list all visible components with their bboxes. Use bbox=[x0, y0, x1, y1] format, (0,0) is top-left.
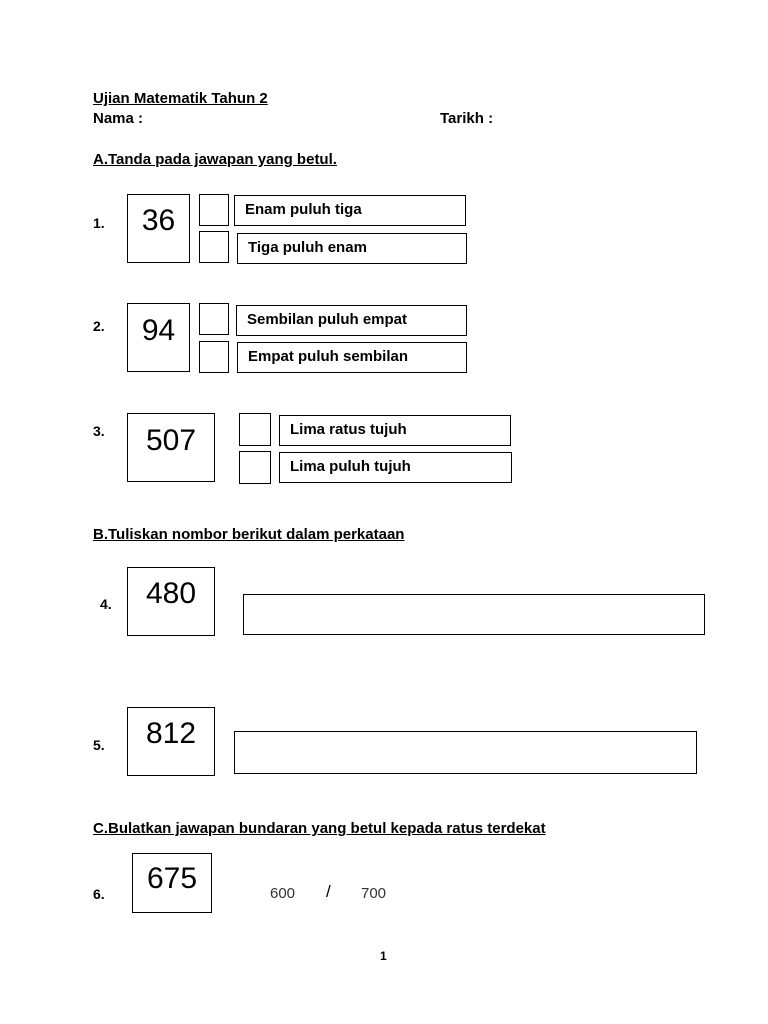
question-6-number-box: 675 bbox=[132, 853, 212, 913]
question-3-option-2-checkbox[interactable] bbox=[239, 451, 271, 484]
section-a-heading: A.Tanda pada jawapan yang betul. bbox=[93, 151, 337, 168]
question-2-option-2: Empat puluh sembilan bbox=[237, 342, 467, 373]
question-1-option-2: Tiga puluh enam bbox=[237, 233, 467, 264]
rounding-choice-700[interactable]: 700 bbox=[361, 885, 387, 902]
question-1-option-2-checkbox[interactable] bbox=[199, 231, 229, 263]
question-1-option-1-checkbox[interactable] bbox=[199, 194, 229, 226]
date-label: Tarikh : bbox=[440, 110, 494, 127]
page-number: 1 bbox=[380, 949, 387, 963]
question-2-number-box: 94 bbox=[127, 303, 190, 372]
question-3-option-2: Lima puluh tujuh bbox=[279, 452, 512, 483]
question-5-number-box: 812 bbox=[127, 707, 215, 776]
question-3-number: 3. bbox=[93, 423, 105, 439]
question-2-option-2-checkbox[interactable] bbox=[199, 341, 229, 373]
question-2-option-1-checkbox[interactable] bbox=[199, 303, 229, 335]
question-3-number-box: 507 bbox=[127, 413, 215, 482]
question-6-number: 6. bbox=[93, 886, 105, 902]
section-b-heading: B.Tuliskan nombor berikut dalam perkataan bbox=[93, 526, 405, 543]
question-1-number-box: 36 bbox=[127, 194, 190, 263]
question-4-number-box: 480 bbox=[127, 567, 215, 636]
question-3-option-1-checkbox[interactable] bbox=[239, 413, 271, 446]
question-2-number: 2. bbox=[93, 318, 105, 334]
question-3-option-1: Lima ratus tujuh bbox=[279, 415, 511, 446]
page-title: Ujian Matematik Tahun 2 bbox=[93, 90, 268, 107]
question-2-option-1: Sembilan puluh empat bbox=[236, 305, 467, 336]
rounding-choice-600[interactable]: 600 bbox=[270, 885, 296, 902]
question-1-option-1: Enam puluh tiga bbox=[234, 195, 466, 226]
choice-separator: / bbox=[326, 882, 331, 901]
question-4-answer-box[interactable] bbox=[243, 594, 705, 635]
question-1-number: 1. bbox=[93, 215, 105, 231]
section-c-heading: C.Bulatkan jawapan bundaran yang betul kepada ratus terdekat bbox=[93, 820, 546, 837]
question-5-answer-box[interactable] bbox=[234, 731, 697, 774]
question-4-number: 4. bbox=[100, 596, 112, 612]
name-label: Nama : bbox=[93, 110, 144, 127]
question-5-number: 5. bbox=[93, 737, 105, 753]
